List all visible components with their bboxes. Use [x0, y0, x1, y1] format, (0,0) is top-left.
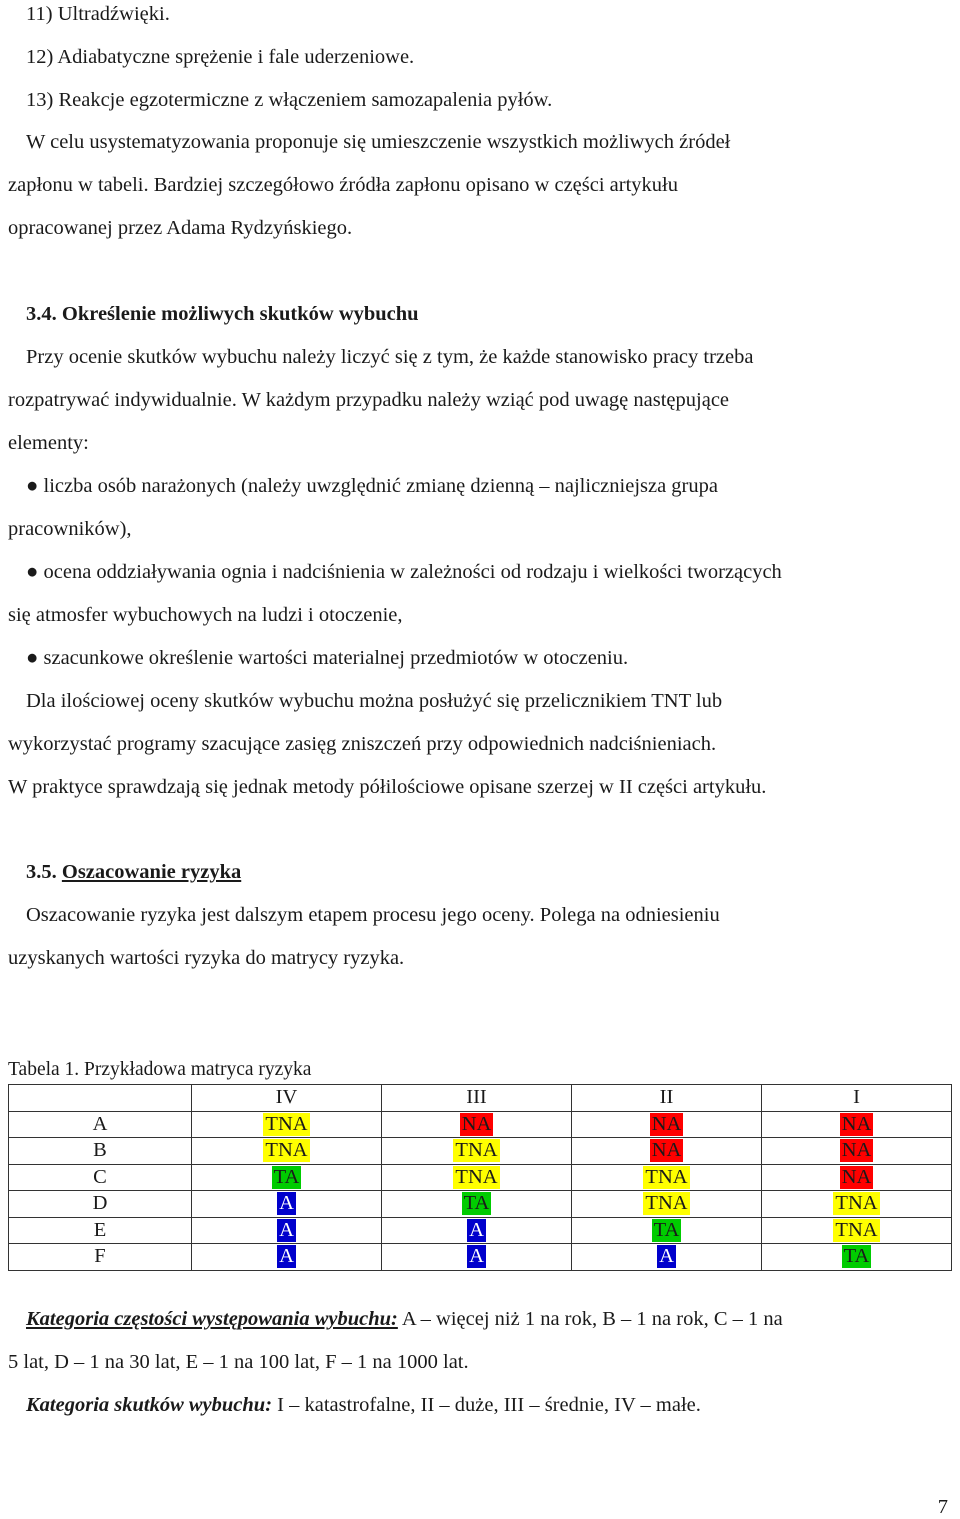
- risk-level-label: TNA: [645, 1192, 688, 1215]
- legend-severity: [26, 1393, 701, 1417]
- legend-severity-text: I – katastrofalne, II – duże, III – średnie, IV – małe.: [272, 1394, 701, 1416]
- risk-level-label: TNA: [455, 1165, 498, 1188]
- risk-cell: [762, 1191, 952, 1218]
- risk-level-label: A: [659, 1245, 674, 1268]
- risk-level-label: NA: [841, 1165, 872, 1188]
- table-row: [9, 1164, 952, 1191]
- risk-cell: [762, 1111, 952, 1138]
- row-header: C: [9, 1164, 192, 1191]
- risk-matrix-body: [9, 1085, 952, 1271]
- row-header: A: [9, 1111, 192, 1138]
- risk-cell: [572, 1111, 762, 1138]
- paragraph-line: elementy:: [8, 432, 89, 454]
- risk-level-label: TNA: [645, 1165, 688, 1188]
- risk-level-label: A: [279, 1192, 294, 1215]
- legend-frequency: [26, 1307, 783, 1331]
- paragraph-line: Dla ilościowej oceny skutków wybuchu można posłużyć się przelicznikiem TNT lub: [26, 690, 723, 712]
- list-item-12: 12) Adiabatyczne sprężenie i fale uderzeniowe.: [26, 46, 415, 68]
- section-number: 3.5.: [26, 861, 57, 883]
- page-number: 7: [937, 1496, 948, 1518]
- risk-level-label: TA: [843, 1245, 870, 1268]
- table-row: [9, 1111, 952, 1138]
- risk-cell: [192, 1164, 382, 1191]
- risk-matrix-table: [8, 1084, 952, 1271]
- table-caption: Tabela 1. Przykładowa matryca ryzyka: [8, 1059, 312, 1080]
- risk-cell: [572, 1217, 762, 1244]
- column-header: III: [382, 1085, 572, 1112]
- risk-level-label: TNA: [835, 1218, 878, 1241]
- risk-cell: [762, 1138, 952, 1165]
- risk-level-label: A: [469, 1218, 484, 1241]
- risk-level-label: A: [469, 1245, 484, 1268]
- risk-cell: [192, 1111, 382, 1138]
- paragraph-line: Oszacowanie ryzyka jest dalszym etapem procesu jego oceny. Polega na odniesieniu: [26, 904, 720, 926]
- risk-cell: [382, 1217, 572, 1244]
- section-title: Oszacowanie ryzyka: [61, 861, 242, 883]
- risk-cell: [572, 1244, 762, 1271]
- risk-level-label: TA: [463, 1192, 490, 1215]
- row-header: F: [9, 1244, 192, 1271]
- column-header: II: [572, 1085, 762, 1112]
- risk-level-label: TNA: [455, 1139, 498, 1162]
- risk-cell: [382, 1111, 572, 1138]
- row-header: D: [9, 1191, 192, 1218]
- risk-level-label: NA: [841, 1112, 872, 1135]
- column-header: IV: [192, 1085, 382, 1112]
- risk-cell: [382, 1191, 572, 1218]
- risk-level-label: NA: [841, 1139, 872, 1162]
- paragraph-line: wykorzystać programy szacujące zasięg zniszczeń przy odpowiednich nadciśnieniach.: [8, 733, 717, 755]
- risk-cell: [192, 1191, 382, 1218]
- paragraph-line: W praktyce sprawdzają się jednak metody półilościowe opisane szerzej w II części artykułu.: [8, 776, 767, 798]
- paragraph-line: rozpatrywać indywidualnie. W każdym przypadku należy wziąć pod uwagę następujące: [8, 389, 730, 411]
- column-header: I: [762, 1085, 952, 1112]
- section-heading-3-5: [26, 860, 241, 884]
- legend-frequency-text: A – więcej niż 1 na rok, B – 1 na rok, C – 1 na: [397, 1308, 783, 1330]
- bullet-item: ● ocena oddziaływania ognia i nadciśnienia w zależności od rodzaju i wielkości tworzących: [26, 561, 782, 583]
- list-item-11: 11) Ultradźwięki.: [26, 3, 170, 25]
- row-header: E: [9, 1217, 192, 1244]
- risk-level-label: NA: [651, 1139, 682, 1162]
- risk-level-label: A: [279, 1245, 294, 1268]
- legend-frequency-continuation: 5 lat, D – 1 na 30 lat, E – 1 na 100 lat, F – 1 na 1000 lat.: [8, 1351, 469, 1373]
- paragraph-line: W celu usystematyzowania proponuje się umieszczenie wszystkich możliwych źródeł: [26, 131, 731, 153]
- list-item-13: 13) Reakcje egzotermiczne z włączeniem samozapalenia pyłów.: [26, 89, 553, 111]
- risk-level-label: NA: [651, 1112, 682, 1135]
- bullet-item-continuation: się atmosfer wybuchowych na ludzi i otoczenie,: [8, 604, 403, 626]
- legend-frequency-label: Kategoria częstości występowania wybuchu:: [26, 1308, 398, 1330]
- risk-cell: [572, 1191, 762, 1218]
- risk-level-label: TA: [273, 1165, 300, 1188]
- risk-level-label: A: [279, 1218, 294, 1241]
- section-heading-3-4: 3.4. Określenie możliwych skutków wybuchu: [26, 303, 419, 325]
- table-header-row: [9, 1085, 952, 1112]
- risk-level-label: TNA: [265, 1112, 308, 1135]
- risk-level-label: TNA: [835, 1192, 878, 1215]
- bullet-item: ● liczba osób narażonych (należy uwzględnić zmianę dzienną – najliczniejsza grupa: [26, 475, 718, 497]
- risk-cell: [572, 1164, 762, 1191]
- table-row: [9, 1191, 952, 1218]
- risk-cell: [192, 1217, 382, 1244]
- table-row: [9, 1217, 952, 1244]
- risk-cell: [382, 1244, 572, 1271]
- bullet-item: ● szacunkowe określenie wartości materialnej przedmiotów w otoczeniu.: [26, 647, 629, 669]
- paragraph-line: zapłonu w tabeli. Bardziej szczegółowo źródła zapłonu opisano w części artykułu: [8, 174, 678, 196]
- risk-cell: [762, 1244, 952, 1271]
- risk-cell: [762, 1164, 952, 1191]
- risk-level-label: NA: [461, 1112, 492, 1135]
- risk-cell: [382, 1138, 572, 1165]
- row-header: B: [9, 1138, 192, 1165]
- paragraph-line: opracowanej przez Adama Rydzyńskiego.: [8, 217, 353, 239]
- risk-cell: [382, 1164, 572, 1191]
- paragraph-line: uzyskanych wartości ryzyka do matrycy ryzyka.: [8, 947, 405, 969]
- table-row: [9, 1138, 952, 1165]
- risk-cell: [572, 1138, 762, 1165]
- table-corner-cell: [9, 1085, 192, 1112]
- risk-cell: [192, 1244, 382, 1271]
- risk-cell: [762, 1217, 952, 1244]
- risk-level-label: TNA: [265, 1139, 308, 1162]
- risk-level-label: TA: [653, 1218, 680, 1241]
- legend-severity-label: Kategoria skutków wybuchu:: [26, 1394, 273, 1416]
- table-row: [9, 1244, 952, 1271]
- paragraph-line: Przy ocenie skutków wybuchu należy liczyć się z tym, że każde stanowisko pracy trzeba: [26, 346, 754, 368]
- risk-cell: [192, 1138, 382, 1165]
- bullet-item-continuation: pracowników),: [8, 518, 132, 540]
